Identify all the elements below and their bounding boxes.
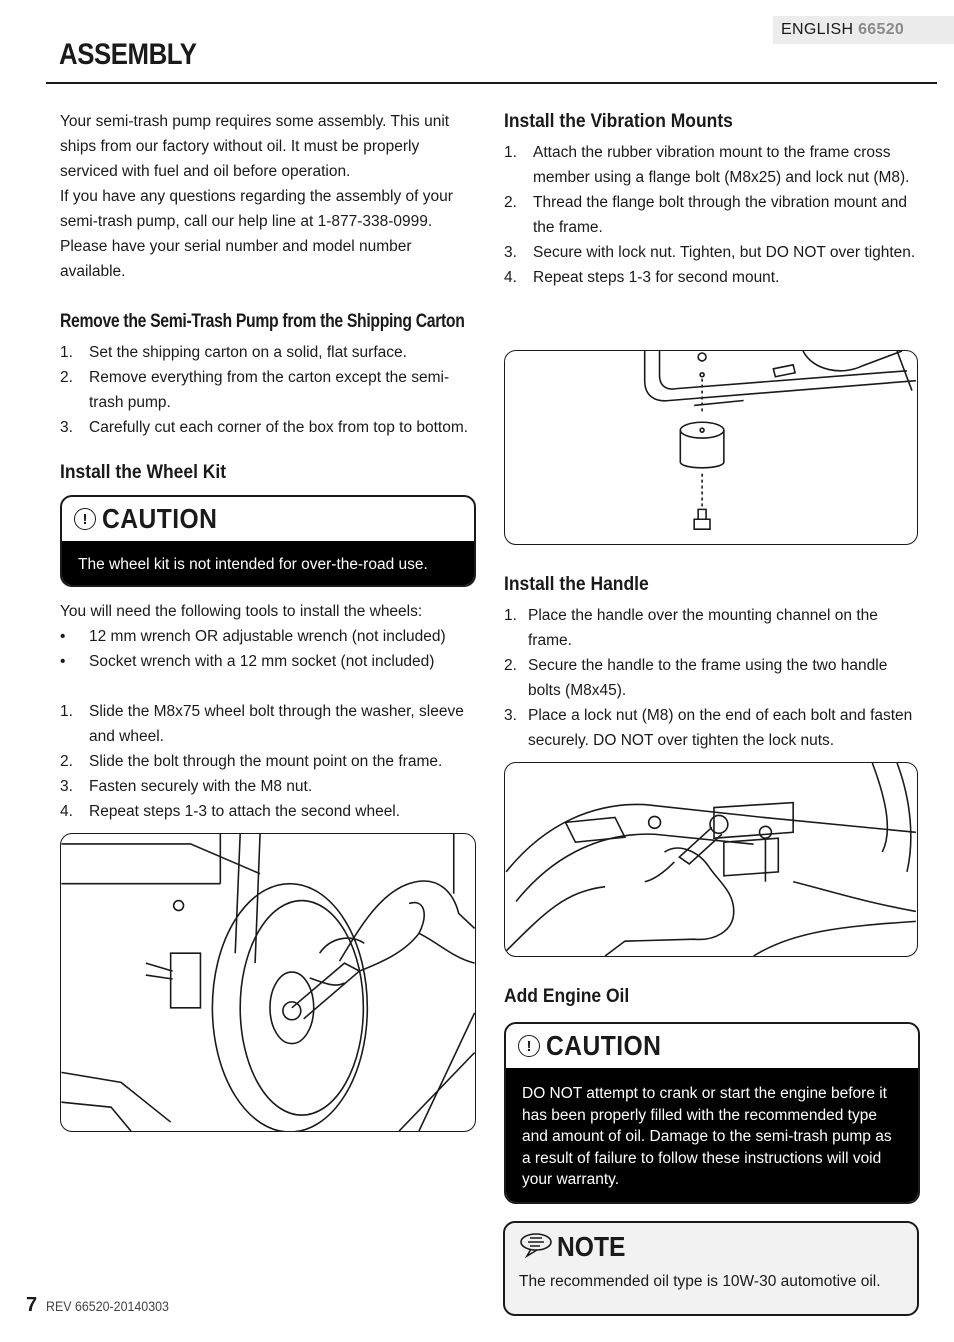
list-item: 3. Carefully cut each corner of the box from top to bottom. — [60, 419, 469, 436]
caution-header — [506, 1024, 918, 1068]
list-item: 2. Slide the bolt through the mount point on the frame. — [60, 753, 443, 770]
revision-code: REV 66520-20140303 — [46, 1299, 169, 1314]
oil-note-box — [503, 1221, 919, 1316]
list-item: 1. Place the handle over the mounting channel on the frame. — [504, 607, 878, 649]
remove-carton-steps — [60, 340, 478, 440]
intro-paragraph-1: Your semi-trash pump requires some assembly. This unit ships from our factory without oil. It must be properly serviced with fuel and oil before operation. — [60, 113, 450, 180]
list-item: 3. Secure with lock nut. Tighten, but DO NOT over tighten. — [504, 244, 916, 261]
note-header — [519, 1231, 903, 1263]
list-item: 4. Repeat steps 1-3 to attach the second wheel. — [60, 803, 401, 820]
engine-oil-heading: Add Engine Oil — [504, 986, 630, 1007]
model-number: 66520 — [858, 21, 905, 38]
handle-heading: Install the Handle — [504, 574, 649, 595]
oil-caution-box — [504, 1022, 920, 1204]
list-item: 3. Place a lock nut (M8) on the end of each bolt and fasten securely. DO NOT over tighten the lock nuts. — [504, 707, 913, 749]
note-label: NOTE — [557, 1231, 626, 1262]
vibration-mounts-heading: Install the Vibration Mounts — [504, 111, 733, 132]
vibration-mounts-steps — [504, 140, 920, 290]
caution-header — [62, 497, 474, 541]
list-item: 1. Slide the M8x75 wheel bolt through the washer, sleeve and wheel. — [60, 703, 464, 745]
list-item: 4. Repeat steps 1-3 for second mount. — [504, 269, 780, 286]
caution-text: DO NOT attempt to crank or start the engine before it has been properly filled with the recommended type and amount of oil. Damage to the semi-trash pump as a result of failure to follow these instructions will void your warranty. — [506, 1068, 918, 1204]
intro-section — [60, 109, 478, 284]
list-item: 1. Attach the rubber vibration mount to the frame cross member using a flange bolt (M8x25) and lock nut (M8). — [504, 144, 910, 186]
note-text: The recommended oil type is 10W-30 automotive oil. — [519, 1273, 881, 1290]
wheel-caution-box — [60, 495, 476, 587]
title-divider — [46, 82, 937, 84]
speech-bubble-icon — [519, 1232, 553, 1263]
list-item: 1. Set the shipping carton on a solid, flat surface. — [60, 344, 407, 361]
list-item: • Socket wrench with a 12 mm socket (not included) — [60, 653, 435, 670]
vibration-mount-illustration — [504, 350, 918, 545]
list-item: • 12 mm wrench OR adjustable wrench (not included) — [60, 628, 446, 645]
intro-paragraph-2: If you have any questions regarding the assembly of your semi-trash pump, call our help line at 1-877-338-0999. Please have your serial number and model number available. — [60, 188, 453, 280]
remove-carton-heading: Remove the Semi-Trash Pump from the Shipping Carton — [60, 311, 465, 332]
caution-text: The wheel kit is not intended for over-the-road use. — [62, 541, 474, 586]
handle-install-illustration — [504, 762, 918, 957]
alert-icon: ! — [74, 508, 96, 530]
tools-intro: You will need the following tools to install the wheels: — [60, 603, 423, 620]
language-tab — [773, 16, 954, 44]
wheel-kit-instructions — [60, 599, 480, 824]
wheel-install-illustration — [60, 833, 476, 1132]
list-item: 2. Remove everything from the carton except the semi-trash pump. — [60, 369, 450, 411]
language-label: ENGLISH — [781, 21, 854, 38]
handle-steps — [504, 603, 920, 753]
list-item: 2. Thread the flange bolt through the vibration mount and the frame. — [504, 194, 907, 236]
caution-label: CAUTION — [546, 1030, 662, 1061]
alert-icon: ! — [518, 1035, 540, 1057]
list-item: 3. Fasten securely with the M8 nut. — [60, 778, 313, 795]
wheel-kit-heading: Install the Wheel Kit — [60, 462, 227, 483]
list-item: 2. Secure the handle to the frame using the two handle bolts (M8x45). — [504, 657, 888, 699]
page-number: 7 — [26, 1294, 38, 1316]
page-title: ASSEMBLY — [59, 38, 197, 71]
caution-label: CAUTION — [102, 503, 218, 534]
